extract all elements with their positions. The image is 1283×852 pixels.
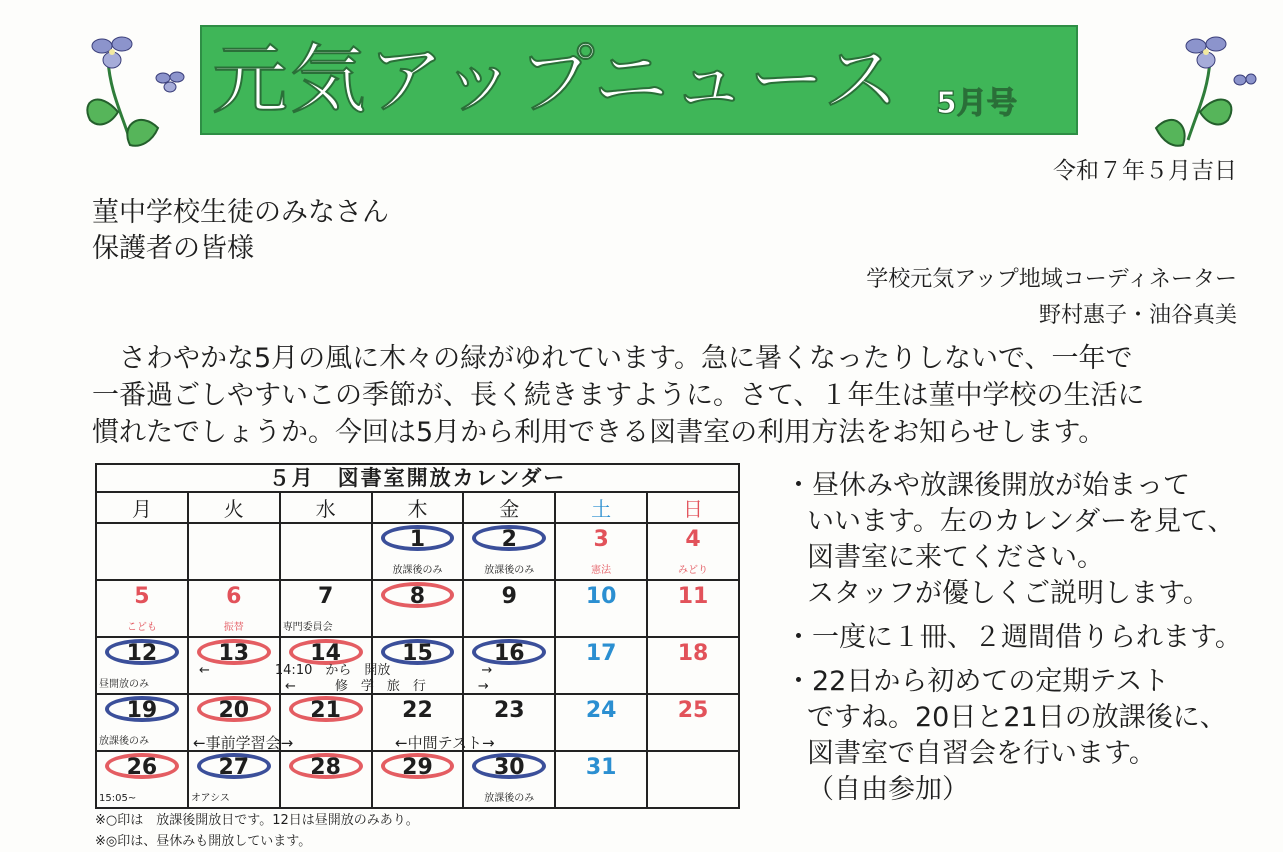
day-note: 15:05~ <box>99 793 137 804</box>
calendar-day-cell <box>96 637 188 694</box>
day-number: 28 <box>310 755 341 780</box>
day-number: 25 <box>677 698 709 723</box>
calendar-footnote-2: ※◎印は、昼休みも開放しています。 <box>95 834 312 849</box>
library-calendar <box>95 463 740 851</box>
weekday-header: 日 <box>647 492 739 523</box>
day-note: みどり <box>678 565 709 576</box>
day-number: 7 <box>317 584 334 609</box>
calendar-day-cell <box>463 751 555 808</box>
intro-line: 慣れたでしょうか。今回は5月から利用できる図書室の利用方法をお知らせします。 <box>92 417 1106 448</box>
calendar-day-cell <box>280 694 372 751</box>
info-line: ですね。20日と21日の放課後に、 <box>807 702 1227 733</box>
issue-date: 令和７年５月吉日 <box>1053 158 1237 184</box>
calendar-day-cell <box>647 694 739 751</box>
calendar-day-cell <box>555 751 647 808</box>
day-number: 21 <box>310 698 341 723</box>
day-note: 放課後のみ <box>484 565 535 576</box>
day-number: 14 <box>310 641 341 666</box>
day-note: こども <box>126 622 157 633</box>
calendar-day-cell <box>96 751 188 808</box>
day-number: 10 <box>585 584 617 609</box>
weekday-header: 木 <box>372 492 464 523</box>
calendar-day-cell <box>647 523 739 580</box>
weekday-header: 土 <box>555 492 647 523</box>
day-number: 16 <box>493 641 525 666</box>
day-note: 憲法 <box>591 565 612 576</box>
calendar-day-cell <box>555 523 647 580</box>
issue-label: 5月号 <box>936 86 1017 121</box>
span-open-1410: ← 14:10 から 開放 → <box>199 663 493 678</box>
calendar-day-cell <box>280 580 372 637</box>
calendar-day-cell <box>372 580 464 637</box>
greeting-students: 菫中学校生徒のみなさん <box>92 197 389 228</box>
calendar-week-row <box>96 523 739 580</box>
info-line: ・昼休みや放課後開放が始まって <box>785 470 1190 501</box>
calendar-week-row <box>96 580 739 637</box>
span-school-trip: ← 修 学 旅 行 → <box>285 679 489 694</box>
day-note: オアシス <box>190 793 230 804</box>
day-number: 8 <box>409 584 426 609</box>
info-line: ・22日から初めての定期テスト <box>785 666 1170 697</box>
day-number: 15 <box>402 641 433 666</box>
intro-line: 一番過ごしやすいこの季節が、長く続きますように。さて、１年生は菫中学校の生活に <box>92 380 1145 411</box>
calendar-day-cell <box>96 694 188 751</box>
greeting-parents: 保護者の皆様 <box>92 233 254 264</box>
day-note: 放課後のみ <box>99 736 149 747</box>
day-number: 4 <box>685 527 701 552</box>
calendar-day-cell <box>280 751 372 808</box>
weekday-header: 金 <box>463 492 555 523</box>
day-number: 18 <box>677 641 709 666</box>
library-info <box>785 468 1275 808</box>
calendar-day-cell <box>463 580 555 637</box>
day-number: 13 <box>218 641 250 666</box>
calendar-day-cell <box>555 694 647 751</box>
day-note: 放課後のみ <box>484 793 535 804</box>
newsletter-title: 元気アップニュース <box>212 35 902 124</box>
calendar-title: ５月 図書室開放カレンダー <box>95 463 740 491</box>
day-note: 放課後のみ <box>392 565 443 576</box>
day-number: 27 <box>218 755 250 780</box>
day-number: 29 <box>402 755 433 780</box>
day-number: 19 <box>126 698 158 723</box>
author-names: 野村惠子・油谷真美 <box>1038 303 1237 328</box>
intro-paragraph <box>92 340 1252 451</box>
info-line: ・一度に１冊、２週間借りられます。 <box>785 622 1242 653</box>
calendar-grid <box>95 491 740 809</box>
info-item <box>785 620 1275 656</box>
day-number: 17 <box>585 641 617 666</box>
weekday-header: 火 <box>188 492 280 523</box>
info-line: スタッフが優しくご説明します。 <box>807 578 1210 609</box>
day-number: 20 <box>218 698 250 723</box>
day-number: 31 <box>585 755 617 780</box>
calendar-day-cell <box>188 523 280 580</box>
span-prep-session: ←事前学習会→ <box>193 734 294 752</box>
info-item <box>785 468 1275 612</box>
day-note: 昼開放のみ <box>99 679 149 690</box>
calendar-day-cell <box>96 580 188 637</box>
day-number: 12 <box>126 641 158 666</box>
intro-line: さわやかな5月の風に木々の緑がゆれています。急に暑くなったりしないで、一年で <box>92 343 1133 374</box>
day-number: 9 <box>501 584 517 609</box>
day-number: 11 <box>677 584 709 609</box>
span-midterm: ←中間テスト→ <box>395 734 495 752</box>
info-line: 図書室で自習会を行います。 <box>807 738 1156 769</box>
day-number: 23 <box>493 698 525 723</box>
day-number: 1 <box>409 527 426 552</box>
calendar-day-cell <box>555 637 647 694</box>
calendar-day-cell <box>647 580 739 637</box>
violet-flower-right-icon <box>1128 20 1258 150</box>
weekday-header: 水 <box>280 492 372 523</box>
info-item <box>785 664 1275 808</box>
day-number: 30 <box>493 755 525 780</box>
calendar-day-cell <box>188 751 280 808</box>
calendar-footnote-1: ※○印は 放課後開放日です。12日は昼開放のみあり。 <box>95 813 419 828</box>
author-role: 学校元気アップ地域コーディネーター <box>866 267 1237 292</box>
day-number: 24 <box>585 698 617 723</box>
weekday-header: 月 <box>96 492 188 523</box>
calendar-day-cell <box>647 751 739 808</box>
day-number: 26 <box>126 755 158 780</box>
day-number: 6 <box>226 584 242 609</box>
info-line: 図書室に来てください。 <box>807 542 1104 573</box>
calendar-day-cell <box>647 637 739 694</box>
calendar-day-cell <box>555 580 647 637</box>
calendar-day-cell <box>188 580 280 637</box>
day-note: 専門委員会 <box>282 622 333 633</box>
day-number: 2 <box>501 527 517 552</box>
info-line: いいます。左のカレンダーを見て、 <box>807 506 1235 537</box>
day-number: 22 <box>402 698 433 723</box>
calendar-day-cell <box>463 523 555 580</box>
calendar-day-cell <box>372 751 464 808</box>
day-note: 振替 <box>223 622 244 633</box>
calendar-day-cell <box>372 523 464 580</box>
violet-flower-left-icon <box>70 20 190 150</box>
day-number: 3 <box>593 527 609 552</box>
calendar-day-cell <box>280 523 372 580</box>
calendar-week-row <box>96 751 739 808</box>
calendar-day-cell <box>96 523 188 580</box>
info-line: （自由参加） <box>807 774 969 805</box>
day-number: 5 <box>134 584 150 609</box>
